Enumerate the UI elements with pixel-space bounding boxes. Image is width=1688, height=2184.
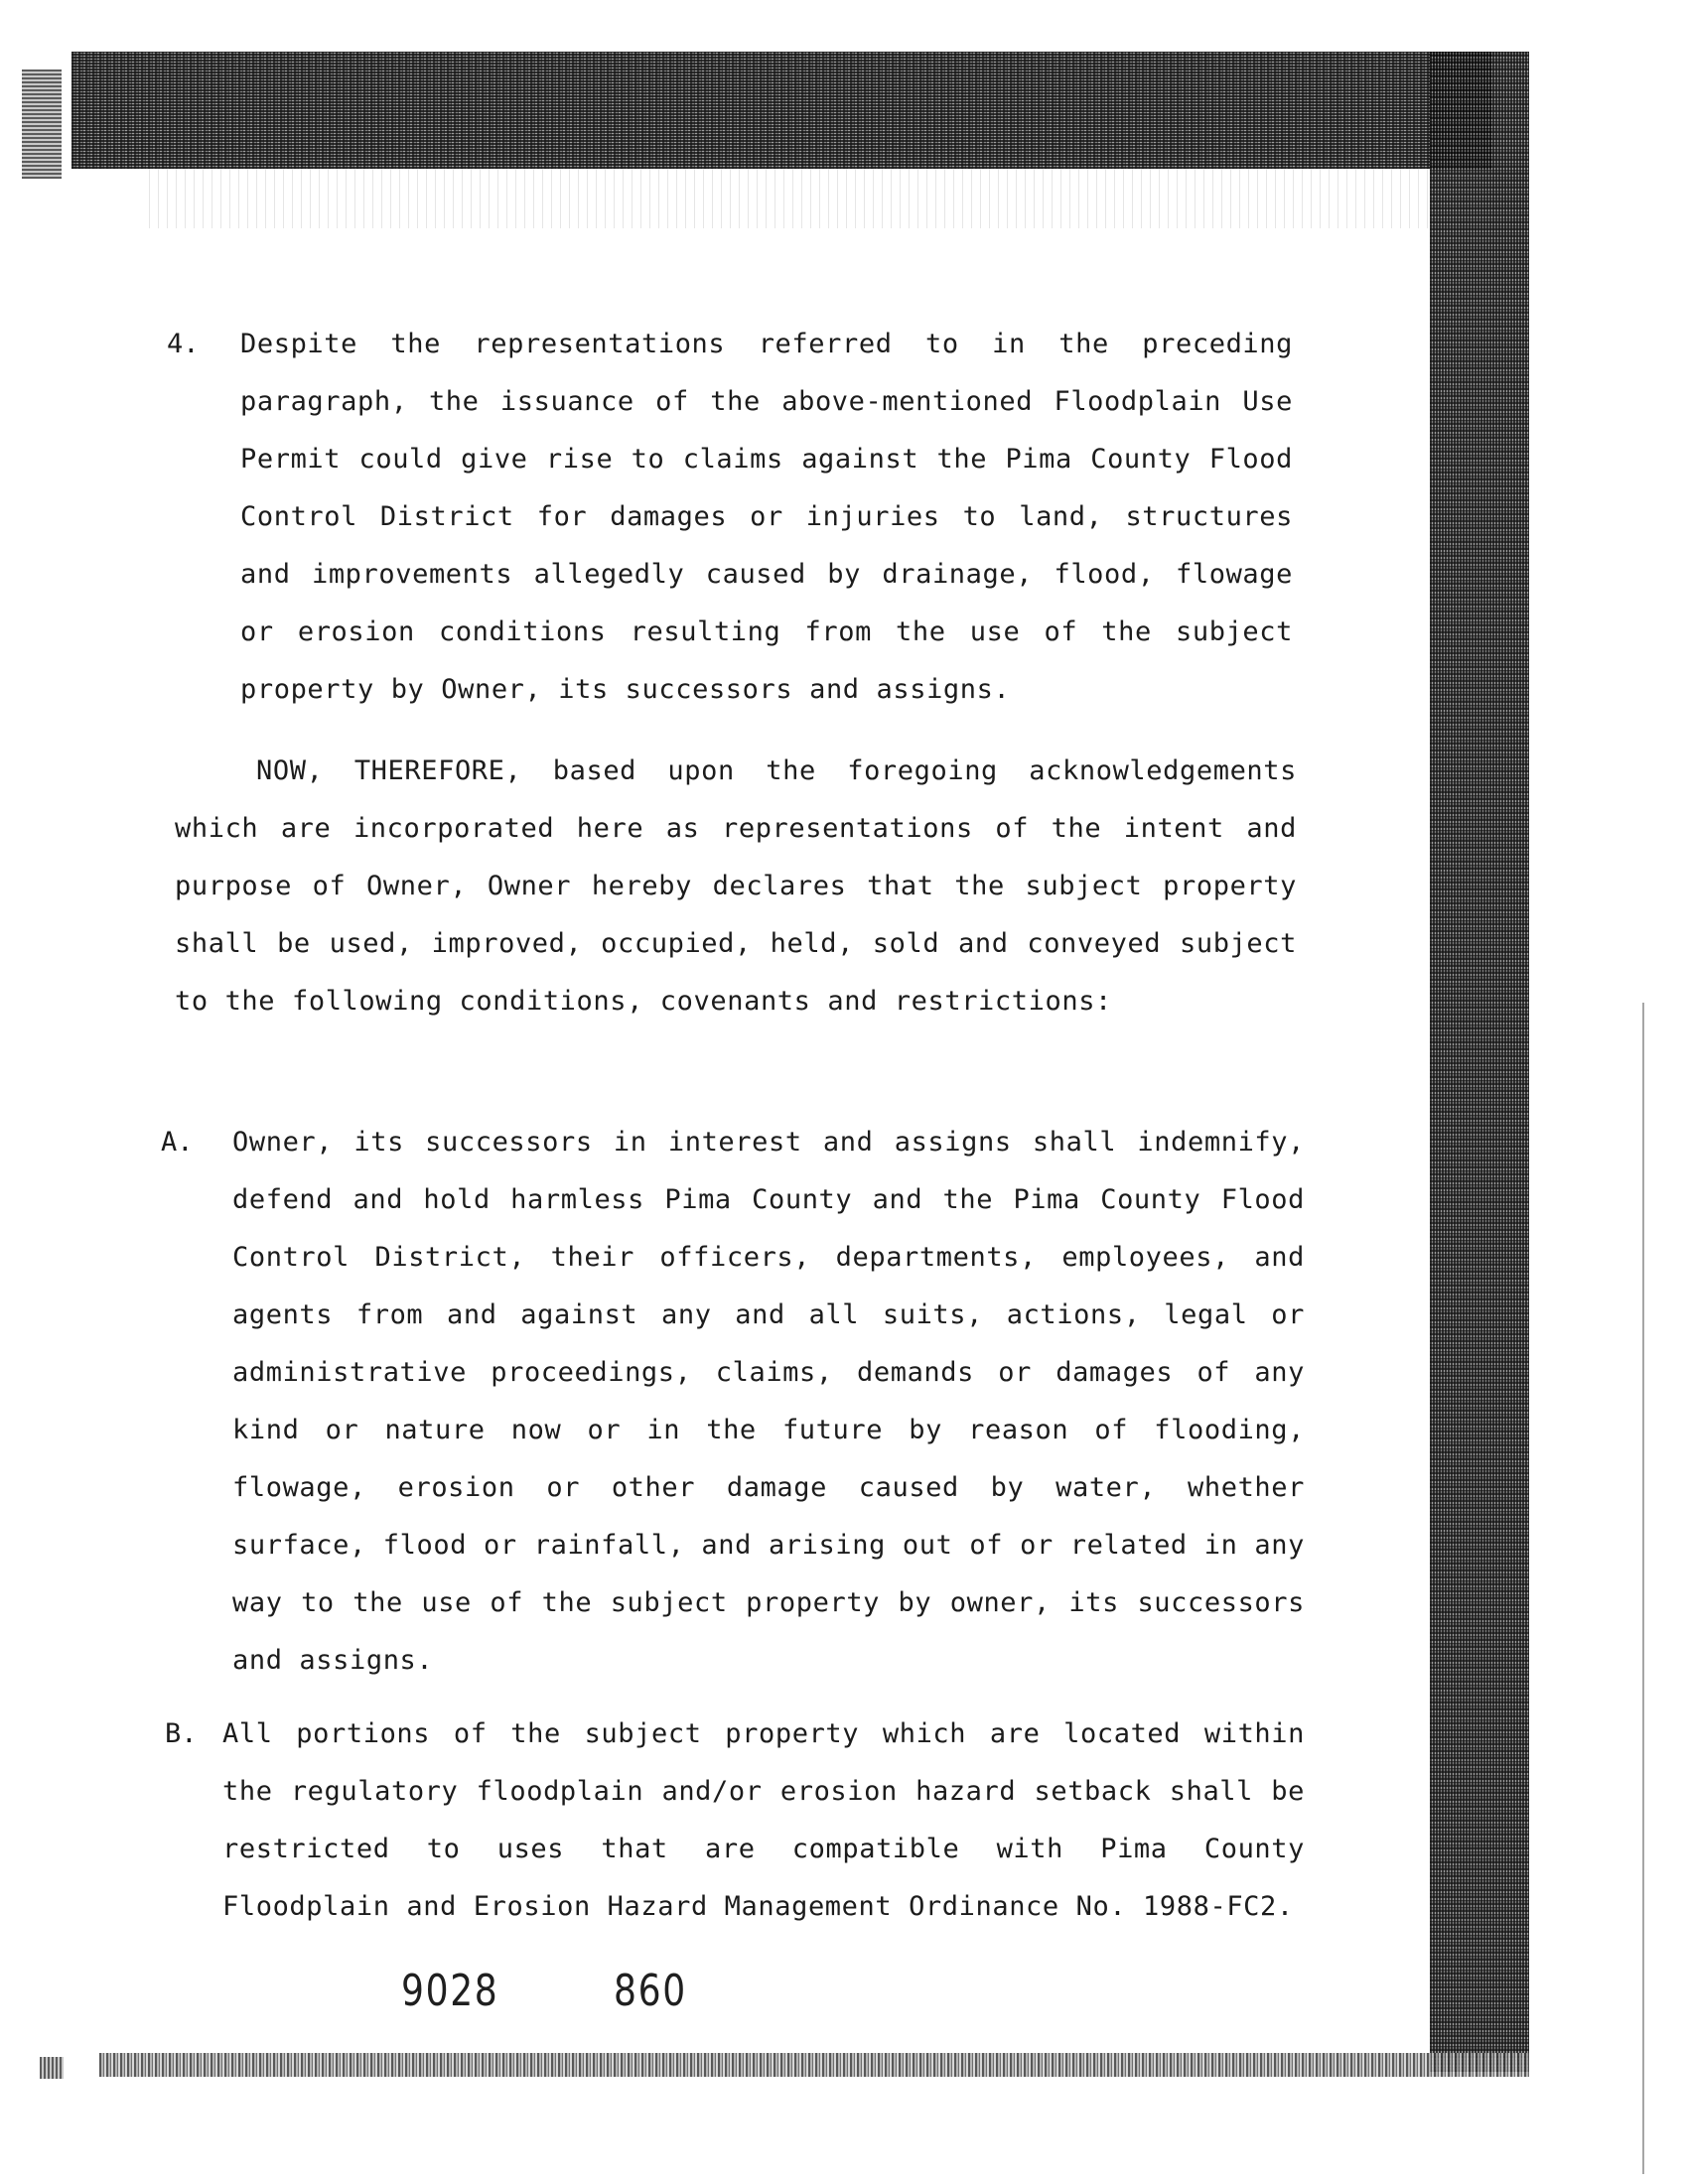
item-4-paragraph: Despite the representations referred to in the preceding paragraph, the issuance of the above-mentioned Floodplain Use Permit could give rise to claims against the Pima County Flood Control District for damages or injuries to land, structures and improvements allegedly caused by drainage, flood, flowage or erosion conditions resulting from the use of the subject property by Owner, its successors and assigns. [240, 329, 1293, 705]
item-a-marker: A. [161, 1127, 194, 1158]
scan-corner-left [22, 69, 62, 179]
scan-noise-top [149, 169, 1430, 228]
item-b-marker: B. [165, 1718, 198, 1749]
now-therefore-paragraph: NOW, THEREFORE, based upon the foregoing acknowledgements which are incorporated here as representations of the intent and purpose of Owner, Owner hereby declares that the subject property shall be used, improved, occupied, held, sold and conveyed subject to the following conditions, covenants and restrictions: [175, 755, 1297, 1017]
scan-corner-bottom-left [40, 2057, 64, 2079]
item-b-paragraph: All portions of the subject property which are located within the regulatory floodplain and/or erosion hazard setback shall be restricted to uses that are compatible with Pima County Floodplain and Erosion Hazard Management Ordinance No. 1988-FC2. [222, 1718, 1305, 1922]
page-edge-line [1642, 1003, 1644, 2174]
recording-book-number: 9028 [401, 1966, 499, 2016]
scan-border-right [1430, 52, 1529, 2072]
scan-border-bottom [99, 2053, 1529, 2077]
item-a-paragraph: Owner, its successors in interest and assigns shall indemnify, defend and hold harmless Pima County and the Pima County Flood Control District, their officers, departments, employees, and agents from and against any and all suits, actions, legal or administrative proceedings, claims, demands or damages of any kind or nature now or in the future by reason of flooding, flowage, erosion or other damage caused by water, whether surface, flood or rainfall, and arising out of or related in any way to the use of the subject property by owner, its successors and assigns. [232, 1127, 1305, 1676]
scan-border-top [71, 52, 1491, 169]
recording-page-number: 860 [614, 1966, 687, 2016]
item-4-marker: 4. [167, 329, 200, 359]
